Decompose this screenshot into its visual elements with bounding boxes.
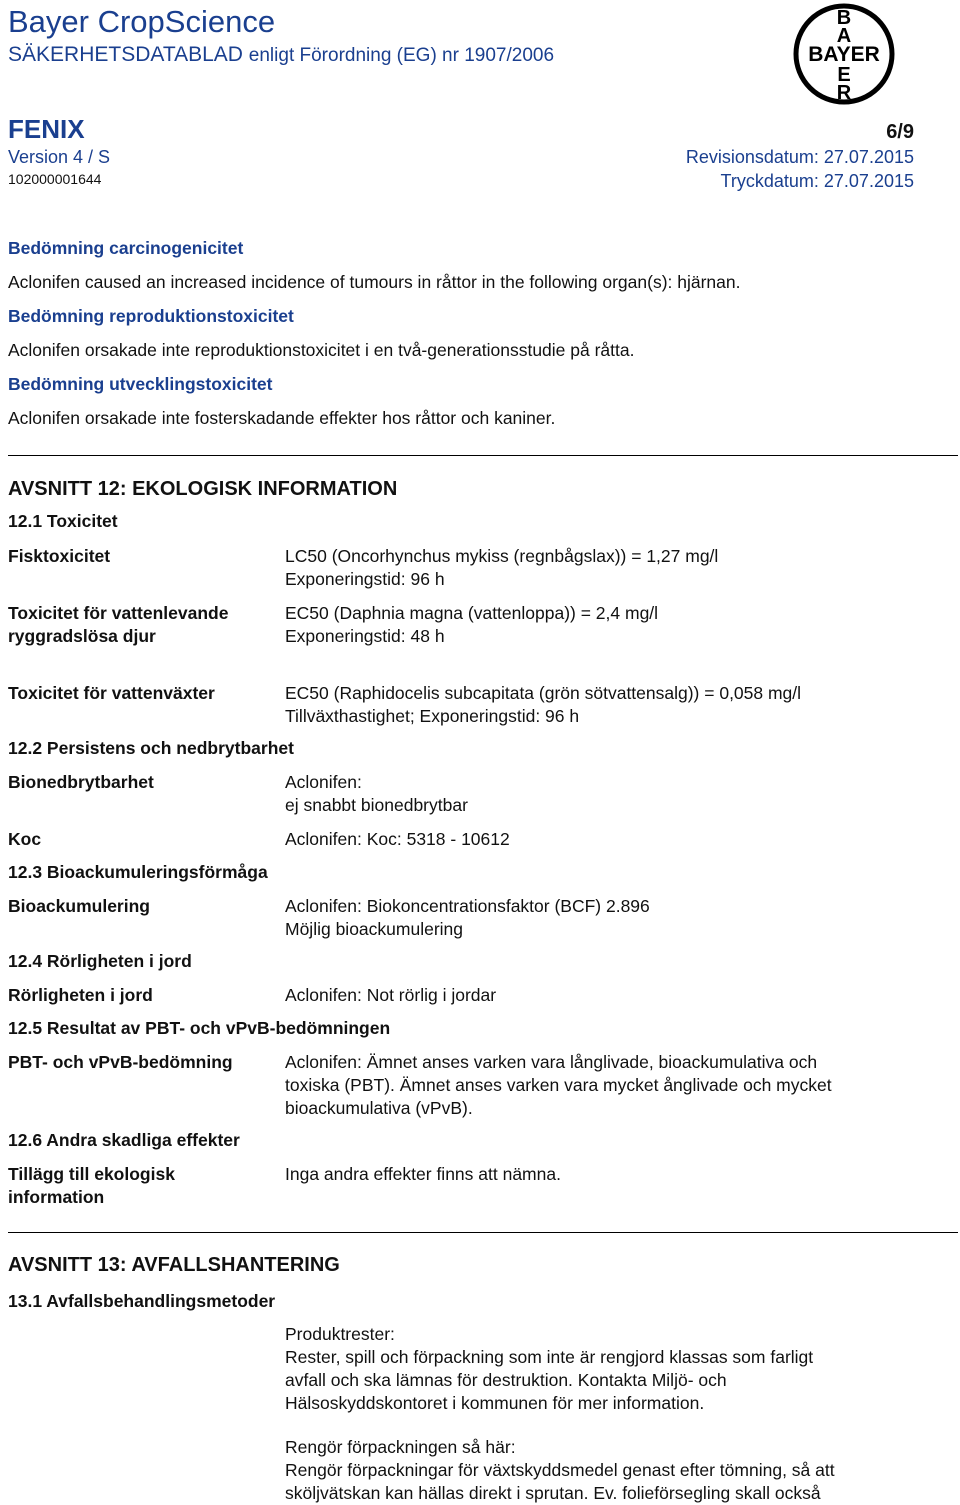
pbt-line1: Aclonifen: Ämnet anses varken vara långlivade, bioackumulativa och (285, 1052, 818, 1072)
logo-letter-b: B (836, 7, 852, 29)
plant-exposure: Tillväxthastighet; Exponeringstid: 96 h (285, 706, 580, 726)
biodegradability-value (285, 771, 945, 817)
biodegradability-substance: Aclonifen: (285, 772, 362, 792)
subsection-12-2: 12.2 Persistens och nedbrytbarhet (8, 738, 294, 758)
invertebrate-label-line2: ryggradslösa djur (8, 626, 156, 646)
pbt-value (285, 1051, 945, 1120)
biodegradability-result: ej snabbt bionedbrytbar (285, 795, 468, 815)
subsection-13-1: 13.1 Avfallsbehandlingsmetoder (8, 1291, 276, 1311)
other-effects-label-line1: Tillägg till ekologisk (8, 1164, 175, 1184)
section-12-title: AVSNITT 12: EKOLOGISK INFORMATION (8, 478, 398, 500)
revision-date: Revisionsdatum: 27.07.2015 (685, 147, 914, 167)
fish-toxicity-lc50: LC50 (Oncorhynchus mykiss (regnbågslax)) = 1,27 mg/l (285, 546, 719, 566)
subsection-12-5: 12.5 Resultat av PBT- och vPvB-bedömningen (8, 1018, 391, 1038)
product-residues-heading: Produktrester: (285, 1324, 395, 1344)
subsection-12-6: 12.6 Andra skadliga effekter (8, 1130, 240, 1150)
bioaccumulation-value (285, 895, 945, 941)
invertebrate-toxicity-value (285, 602, 945, 648)
bioaccumulation-label: Bioackumulering (8, 896, 150, 916)
subsection-12-3: 12.3 Bioackumuleringsförmåga (8, 862, 268, 882)
other-effects-label-line2: information (8, 1187, 105, 1207)
section-divider (8, 455, 958, 456)
company-name: Bayer CropScience (8, 4, 276, 39)
subsection-12-4: 12.4 Rörligheten i jord (8, 951, 192, 971)
page-number: 6/9 (886, 121, 914, 143)
packaging-cleaning-line2: sköljvätskan kan hällas direkt i sprutan. Ev. foliеförsegling skall också (285, 1483, 821, 1503)
bayer-cross-logo (792, 2, 896, 106)
print-date: Tryckdatum: 27.07.2015 (720, 171, 914, 191)
document-type (8, 42, 554, 69)
product-residues-block (285, 1323, 945, 1415)
section-divider (8, 1232, 958, 1233)
packaging-cleaning-line1: Rengör förpackningar för växtskyddsmedel genast efter tömning, så att (285, 1460, 835, 1480)
logo-letter-e: E (837, 64, 851, 86)
biodegradability-label: Bionedbrytbarhet (8, 772, 154, 792)
regulation-reference: enligt Förordning (EG) nr 1907/2006 (248, 45, 555, 66)
packaging-cleaning-block (285, 1436, 945, 1505)
invertebrate-ec50: EC50 (Daphnia magna (vattenloppa)) = 2,4 mg/l (285, 603, 659, 623)
fish-toxicity-exposure: Exponeringstid: 96 h (285, 569, 445, 589)
product-residues-line2: avfall och ska lämnas för destruktion. Kontakta Miljö- och (285, 1370, 727, 1390)
sds-title: SÄKERHETSDATABLAD (8, 43, 243, 66)
subsection-12-1: 12.1 Toxicitet (8, 511, 118, 531)
logo-letter-a: A (836, 25, 852, 47)
developmental-heading: Bedömning utvecklingstoxicitet (8, 374, 273, 394)
document-number: 102000001644 (8, 171, 102, 187)
soil-mobility-label: Rörligheten i jord (8, 985, 153, 1005)
bioaccumulation-result: Möjlig bioackumulering (285, 919, 463, 939)
koc-value: Aclonifen: Koc: 5318 - 10612 (285, 829, 510, 849)
product-residues-line1: Rester, spill och förpackning som inte är rengjord klassas som farligt (285, 1347, 814, 1367)
version: Version 4 / S (8, 147, 111, 167)
reproductive-heading: Bedömning reproduktionstoxicitet (8, 306, 294, 326)
pbt-line3: bioackumulativa (vPvB). (285, 1098, 473, 1118)
developmental-text: Aclonifen orsakade inte fosterskadande effekter hos råttor och kaniner. (8, 408, 556, 428)
packaging-cleaning-heading: Rengör förpackningen så här: (285, 1437, 516, 1457)
reproductive-text: Aclonifen orsakade inte reproduktionstoxicitet i en två-generationsstudie på råtta. (8, 340, 635, 360)
bioaccumulation-bcf: Aclonifen: Biokoncentrationsfaktor (BCF) 2.896 (285, 896, 650, 916)
plant-toxicity-label: Toxicitet för vattenväxter (8, 683, 215, 703)
plant-ec50: EC50 (Raphidocelis subcapitata (grön sötvattensalg)) = 0,058 mg/l (285, 683, 802, 703)
soil-mobility-value: Aclonifen: Not rörlig i jordar (285, 985, 497, 1005)
fish-toxicity-label: Fisktoxicitet (8, 546, 111, 566)
product-residues-line3: Hälsoskyddskontoret i kommunen för mer information. (285, 1393, 705, 1413)
invertebrate-exposure: Exponeringstid: 48 h (285, 626, 445, 646)
plant-toxicity-value (285, 682, 945, 728)
pbt-label: PBT- och vPvB-bedömning (8, 1052, 233, 1072)
koc-label: Koc (8, 829, 42, 849)
invertebrate-label-line1: Toxicitet för vattenlevande (8, 603, 229, 623)
product-name: FENIX (8, 114, 85, 144)
fish-toxicity-value (285, 545, 945, 591)
invertebrate-toxicity-label (8, 602, 278, 648)
logo-letter-r: R (836, 82, 852, 104)
logo-horizontal-word: BAYER (808, 43, 880, 66)
other-effects-value: Inga andra effekter finns att nämna. (285, 1164, 561, 1184)
other-effects-label (8, 1163, 278, 1209)
section-13-title: AVSNITT 13: AVFALLSHANTERING (8, 1254, 340, 1276)
carcinogenicity-heading: Bedömning carcinogenicitet (8, 238, 244, 258)
carcinogenicity-text: Aclonifen caused an increased incidence of tumours in råttor in the following organ(s): hjärnan. (8, 272, 741, 292)
pbt-line2: toxiska (PBT). Ämnet anses varken vara mycket ånglivade och mycket (285, 1075, 832, 1095)
